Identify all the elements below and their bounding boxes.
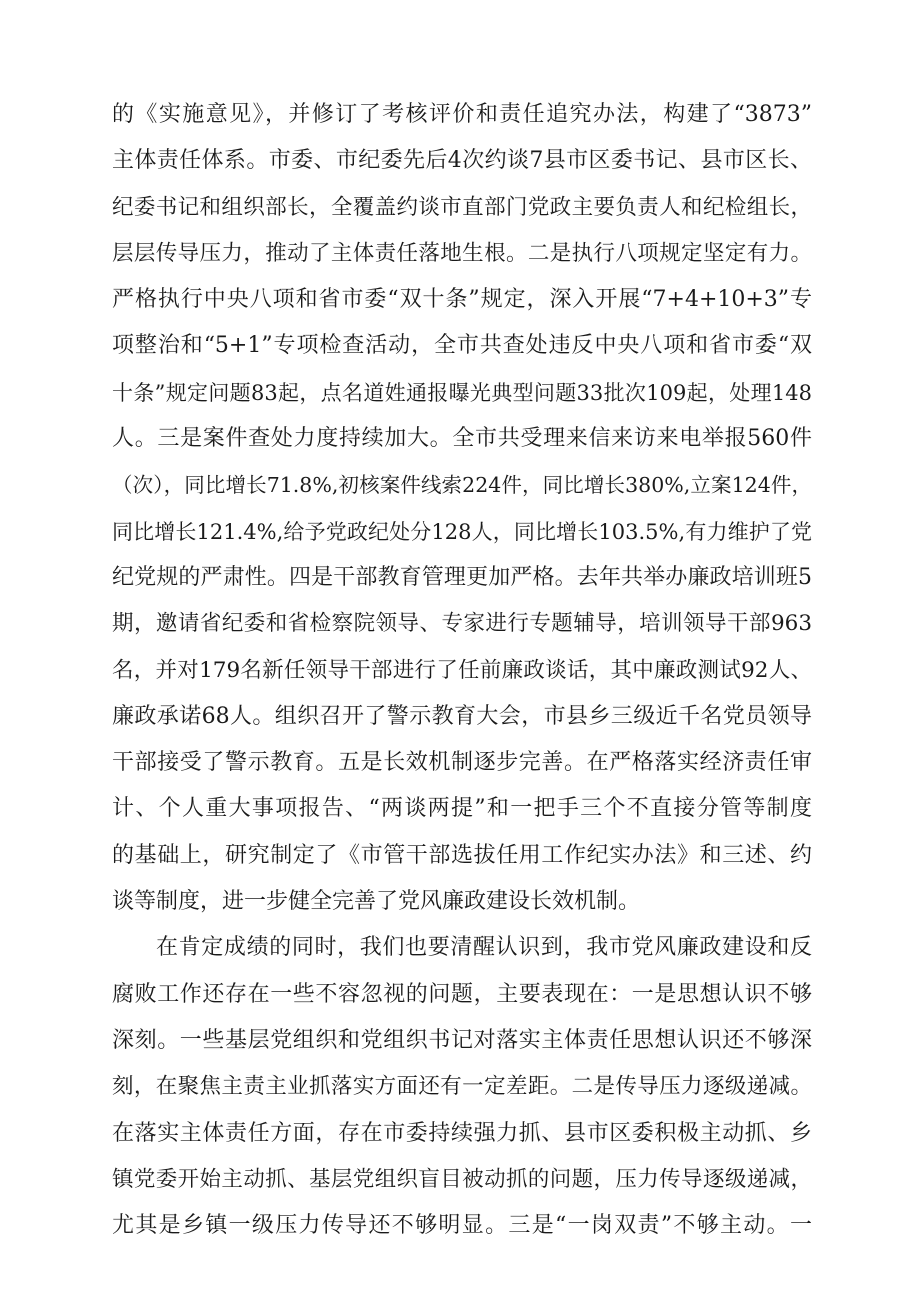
text-line: 人。三是案件查处力度持续加大。全市共受理来信来访来电举报560件 bbox=[112, 426, 812, 452]
text-line: 干部接受了警示教育。五是长效机制逐步完善。在严格落实经济责任审 bbox=[112, 750, 812, 776]
text-line: 刻，在聚焦主责主业抓落实方面还有一定差距。二是传导压力逐级递减。 bbox=[112, 1074, 812, 1100]
text-line: 期，邀请省纪委和省检察院领导、专家进行专题辅导，培训领导干部963 bbox=[112, 611, 812, 637]
text-line: 主体责任体系。市委、市纪委先后4次约谈7县市区委书记、县市区长、 bbox=[112, 148, 812, 174]
text-line: 同比增长121.4%,给予党政纪处分128人，同比增长103.5%,有力维护了党 bbox=[112, 519, 812, 544]
text-line: （次），同比增长71.8%,初核案件线索224件，同比增长380%,立案124件， bbox=[112, 473, 812, 498]
text-line: 尤其是乡镇一级压力传导还不够明显。三是“一岗双责”不够主动。一 bbox=[112, 1213, 812, 1239]
paragraph-start-line: 在肯定成绩的同时，我们也要清醒认识到，我市党风廉政建设和反 bbox=[156, 935, 812, 961]
text-line: 在落实主体责任方面，存在市委持续强力抓、县市区委积极主动抓、乡 bbox=[112, 1120, 812, 1146]
text-line: 的《实施意见》，并修订了考核评价和责任追究办法，构建了“3873” bbox=[112, 102, 812, 127]
text-line: 名，并对179名新任领导干部进行了任前廉政谈话，其中廉政测试92人、 bbox=[112, 657, 812, 683]
text-line: 深刻。一些基层党组织和党组织书记对落实主体责任思想认识还不够深 bbox=[112, 1027, 812, 1053]
text-line: 项整治和“5+1”专项检查活动，全市共查处违反中央八项和省市委“双 bbox=[112, 333, 812, 359]
body-text bbox=[112, 92, 812, 1249]
text-line: 计、个人重大事项报告、“两谈两提”和一把手三个不直接分管等制度 bbox=[112, 796, 812, 822]
text-line: 纪党规的严肃性。四是干部教育管理更加严格。去年共举办廉政培训班5 bbox=[112, 564, 812, 590]
text-line: 的基础上，研究制定了《市管干部选拔任用工作纪实办法》和三述、约 bbox=[112, 842, 812, 868]
text-line: 十条”规定问题83起，点名道姓通报曝光典型问题33批次109起，处理148 bbox=[112, 380, 812, 405]
text-line: 层层传导压力，推动了主体责任落地生根。二是执行八项规定坚定有力。 bbox=[112, 240, 812, 266]
text-line: 廉政承诺68人。组织召开了警示教育大会，市县乡三级近千名党员领导 bbox=[112, 703, 812, 729]
text-line: 镇党委开始主动抓、基层党组织盲目被动抓的问题，压力传导逐级递减， bbox=[112, 1166, 812, 1192]
text-line: 腐败工作还存在一些不容忽视的问题，主要表现在：一是思想认识不够 bbox=[112, 981, 812, 1007]
text-line: 严格执行中央八项和省市委“双十条”规定，深入开展“7+4+10+3”专 bbox=[112, 287, 812, 313]
text-line: 纪委书记和组织部长，全覆盖约谈市直部门党政主要负责人和纪检组长， bbox=[112, 194, 812, 220]
paragraph-end-line: 谈等制度，进一步健全完善了党风廉政建设长效机制。 bbox=[112, 889, 641, 915]
